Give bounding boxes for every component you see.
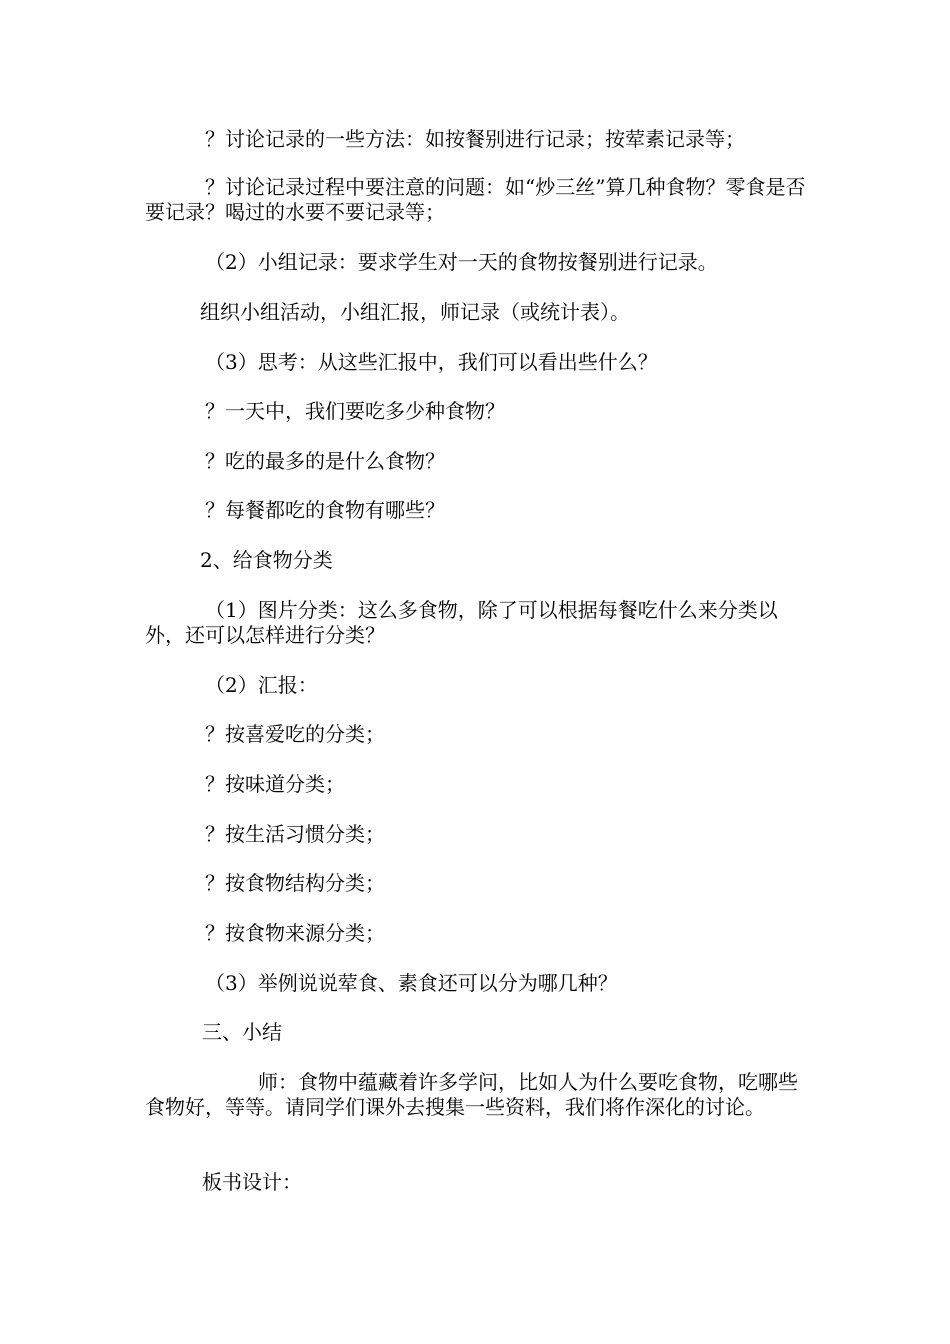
paragraph-group-record: （2）小组记录：要求学生对一天的食物按餐别进行记录。 [205,250,718,274]
paragraph-picture-classify: （1）图片分类：这么多食物，除了可以根据每餐吃什么来分类以外，还可以怎样进行分类？ [145,598,778,647]
paragraph-board-design: 板书设计： [202,1170,302,1194]
paragraph-question-most: ？吃的最多的是什么食物？ [205,449,445,473]
list-item-by-habit: ？按生活习惯分类； [205,822,385,846]
paragraph-teacher-summary: 师：食物中蕴藏着许多学问，比如人为什么要吃食物，吃哪些食物好，等等。请同学们课外去搜集一些资料，我们将作深化的讨论。 [145,1070,798,1119]
list-item-by-structure: ？按食物结构分类； [205,871,385,895]
paragraph-examples: （3）举例说说荤食、素食还可以分为哪几种？ [205,971,618,995]
paragraph-think: （3）思考：从这些汇报中，我们可以看出些什么？ [205,350,658,374]
list-item-by-preference: ？按喜爱吃的分类； [205,722,385,746]
section-heading-classify: 2、给食物分类 [200,548,333,572]
list-item-by-source: ？按食物来源分类； [205,921,385,945]
paragraph-report: （2）汇报： [205,673,318,697]
paragraph-group-activity: 组织小组活动，小组汇报，师记录（或统计表）。 [200,300,630,324]
paragraph-record-issues: ？讨论记录过程中要注意的问题：如“炒三丝”算几种食物？零食是否要记录？喝过的水要不要记录等； [145,175,806,224]
list-item-by-taste: ？按味道分类； [205,772,345,796]
paragraph-question-every-meal: ？每餐都吃的食物有哪些？ [205,498,445,522]
paragraph-record-methods: ？讨论记录的一些方法：如按餐别进行记录；按荤素记录等； [205,127,745,151]
section-heading-summary: 三、小结 [202,1020,282,1044]
paragraph-question-how-many: ？一天中，我们要吃多少种食物？ [205,399,505,423]
